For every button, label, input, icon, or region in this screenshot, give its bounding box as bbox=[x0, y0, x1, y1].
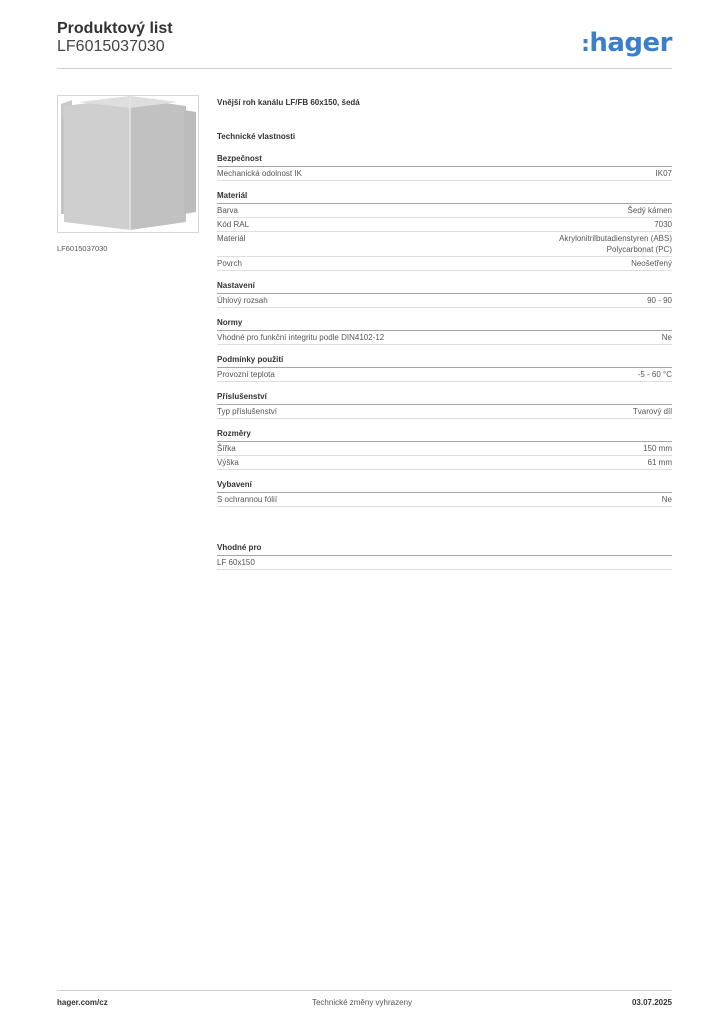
property-value bbox=[656, 168, 672, 179]
property-label: Mechanická odolnost IK bbox=[217, 169, 302, 178]
property-section bbox=[217, 390, 672, 419]
section-title: Rozměry bbox=[217, 427, 672, 442]
property-row bbox=[217, 442, 672, 456]
property-section bbox=[217, 316, 672, 345]
property-label: Výška bbox=[217, 458, 239, 467]
technical-properties-heading: Technické vlastnosti bbox=[217, 132, 296, 141]
property-section bbox=[217, 427, 672, 470]
property-label: Šířka bbox=[217, 444, 236, 453]
property-row bbox=[217, 204, 672, 218]
property-row bbox=[217, 331, 672, 345]
property-row bbox=[217, 493, 672, 507]
property-row bbox=[217, 218, 672, 232]
property-row bbox=[217, 456, 672, 470]
property-value-line: Neošetřený bbox=[631, 259, 672, 268]
property-label: Provozní teplota bbox=[217, 370, 275, 379]
image-caption: LF6015037030 bbox=[57, 244, 108, 253]
footer-date: 03.07.2025 bbox=[631, 998, 672, 1007]
property-value bbox=[633, 406, 672, 417]
property-label: S ochrannou fólií bbox=[217, 495, 278, 504]
section-title: Bezpečnost bbox=[217, 152, 672, 167]
property-label: Úhlový rozsah bbox=[217, 296, 268, 305]
property-row bbox=[217, 368, 672, 382]
property-label: Typ příslušenství bbox=[217, 407, 278, 416]
property-label: Vhodné pro funkční integritu podle DIN4102-12 bbox=[217, 333, 385, 342]
page-title: Produktový list bbox=[57, 20, 173, 37]
property-value bbox=[628, 205, 672, 216]
footer-divider bbox=[57, 990, 672, 991]
property-value-line: 7030 bbox=[654, 220, 672, 229]
property-row bbox=[217, 294, 672, 308]
product-name: Vnější roh kanálu LF/FB 60x150, šedá bbox=[217, 98, 360, 107]
property-section bbox=[217, 189, 672, 271]
logo-mark: : bbox=[581, 32, 590, 57]
property-value bbox=[631, 258, 672, 269]
property-section bbox=[217, 478, 672, 507]
property-label: Materiál bbox=[217, 234, 246, 243]
property-value bbox=[559, 233, 672, 255]
property-value-line: 90 - 90 bbox=[647, 296, 672, 305]
property-value-line: 150 mm bbox=[643, 444, 672, 453]
section-title: Podmínky použití bbox=[217, 353, 672, 368]
hager-logo[interactable] bbox=[581, 28, 672, 58]
property-value-line: 61 mm bbox=[647, 458, 672, 467]
property-value-line: Akrylonitrilbutadienstyren (ABS) bbox=[559, 234, 672, 243]
suitable-for-list bbox=[217, 556, 672, 570]
property-row bbox=[217, 232, 672, 257]
property-value-line: -5 - 60 °C bbox=[637, 370, 672, 379]
property-value-line: Polycarbonat (PC) bbox=[606, 245, 672, 254]
property-value bbox=[662, 494, 672, 505]
property-value bbox=[643, 443, 672, 454]
property-value bbox=[638, 369, 672, 380]
product-code: LF6015037030 bbox=[57, 38, 165, 55]
section-title: Normy bbox=[217, 316, 672, 331]
properties-sections bbox=[217, 152, 672, 507]
suitable-for-section bbox=[217, 541, 672, 570]
footer-disclaimer: Technické změny vyhrazeny bbox=[311, 998, 413, 1007]
logo-text: hager bbox=[589, 28, 672, 58]
property-section bbox=[217, 279, 672, 308]
property-value bbox=[647, 295, 672, 306]
property-row bbox=[217, 257, 672, 271]
footer-website-link[interactable]: hager.com/cz bbox=[57, 998, 108, 1007]
property-value bbox=[648, 457, 672, 468]
property-label: Povrch bbox=[217, 259, 242, 268]
property-row bbox=[217, 167, 672, 181]
property-label: Barva bbox=[217, 206, 238, 215]
property-label: Kód RAL bbox=[217, 220, 250, 229]
section-title: Příslušenství bbox=[217, 390, 672, 405]
corner-duct-illustration bbox=[58, 96, 198, 232]
property-value-line: Ne bbox=[661, 495, 672, 504]
property-value-line: IK07 bbox=[655, 169, 672, 178]
property-value bbox=[662, 332, 672, 343]
property-value-line: Ne bbox=[661, 333, 672, 342]
section-title: Nastavení bbox=[217, 279, 672, 294]
section-title: Vybavení bbox=[217, 478, 672, 493]
product-image bbox=[57, 95, 199, 233]
suitable-for-title: Vhodné pro bbox=[217, 541, 672, 556]
section-title: Materiál bbox=[217, 189, 672, 204]
property-section bbox=[217, 152, 672, 181]
property-row bbox=[217, 405, 672, 419]
property-value bbox=[654, 219, 672, 230]
product-details bbox=[217, 96, 672, 570]
suitable-for-item: LF 60x150 bbox=[217, 556, 672, 570]
property-value-line: Šedý kámen bbox=[627, 206, 672, 215]
header-divider bbox=[57, 68, 672, 69]
property-section bbox=[217, 353, 672, 382]
property-value-line: Tvarový díl bbox=[632, 407, 672, 416]
